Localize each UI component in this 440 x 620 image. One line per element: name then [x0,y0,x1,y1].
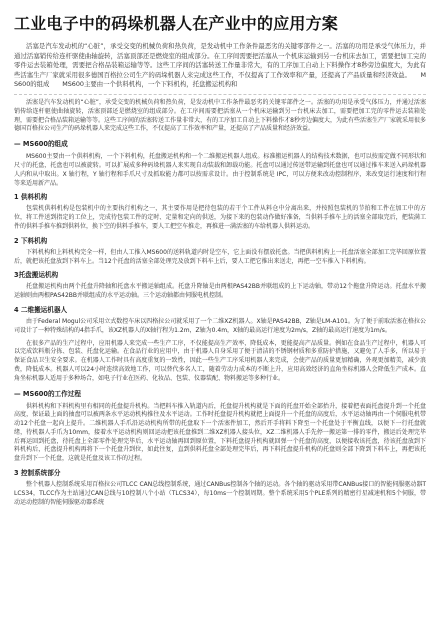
subsection-body-pallet: 托盘搬运机构由两个托盘升降轴和托盘水平搬运轴组成。托盘升降轴是由两根PAS42BB并联组成的上下运动轴，带动12个拖盘升降运动。托盘水平搬运轴则由两根PAS42BB并联组成的水平运动轴。三个运动轴都由伺服电机控制。 [14,283,426,300]
subsection-body-feeding: 包装机供料机构是包装机中的主要执行机构之一，其主要作用是把待包装的若干个工件从料仓中分离出来，并按照包装机的节拍和工件在加工中的方位，将工件送到指定的工位上，完成待包装工件的定时、定量和定向的供送，为接下来的包装动作做好准备，当供料手推车上的活塞全部取完后，把装满工件的供料手推车推到供料位，换下空的供料手推车，要人工把空车推走，再推进一满活塞的车给机器人供料运动。 [14,205,426,230]
subsection-heading-unloading: 2 下料机构 [14,236,48,245]
subsection-heading-feeding: 1 供料机构 [14,193,48,202]
subsection-heading-pallet: 3托盘搬运机构 [14,271,59,280]
section-body-composition: MS600主要由一个供料机构，一个下料机构，托盘搬运机构和一个二维搬运机器人组成。标准搬运机器人的结构技术数据，也可以按需定做不同形状和尺寸的托盘，托盘也可以被旋转。可以扩展成多种码垛机器人来实现自动装载和卸载功能。托盘可以通过传送带运输到托盘也可以通过推车来送入码垛机器人内和从中取出。X 轴行程，Y 轴行程和手爪尺寸及抓取能力都可以按需求设计。由于控制系统是 IPC，可以方便来改动控制程序，来改变运行速度和行程等来适用新产品。 [14,153,426,187]
intro-paragraph-2: 活塞是汽车发动机的“心脏”，承受交变的机械负荷和热负荷，是发动机中工作条件最恶劣的关键零部件之一。活塞的功用是承受气体压力，并通过活塞销传给连杆驱使曲轴旋转，活塞顶部还是燃烧室的组成部分。在工序间需要把活塞从一个机床运输到另一台机床去加工，需要把加工完的零件运去装箱处理，需要把合格品装箱运输等等。这些工序间的活塞转送工作量非常大，有的工序加工自动上下料操作才8秒旁边偏度大，为此有些活塞生产厂家就采用很多德国百格拉公司生产的码垛机器人来完成这些工作，不仅提高了工作效率和产量，还提高了产品质量和经济效益。 [14,98,426,133]
document-title: 工业电子中的码垛机器人在产业中的应用方案 [14,14,339,33]
section-body-process: 供料机构和下料机构里有相同的托盘提升机构。当把料车推入轨道内后，托盘提升机构就是下面的托盘开始全部抬升，接着把表面托盘提升到一个托盘高度，保证最上面的抽盘可以被两条水平运动机构推往及水平运动。工作时托盘提升机构就把上面提升一个托盘的高度后，水平运动轴再由一个伺服电机带动12个托盘一起向上提升。二维机器人手爪沿运动机构所带的托盘取下一个活塞件加工，然后开手将料下降至一个托盘处于平衡直线，以便下一行托盘就绪，待机器人手爪为10mm，接着水平运动机构则回运动把该托盘推到二维XZ机器人接头位，XZ二维机器人手先停一搬运第一排的零件，搬运后处理完毕后再运回到托盘，待托盘上全部零件处理完毕后，水平运动轴再回到原位置，下料托盘提升机构就回弹一个托盘的高度，以便接收该托盘，待该托盘放到下料机构后，托盘提升机构再将下一个托盘升到位，如此往复，直到供料托盘全部处理完毕后，再下料托盘提升机构的托盘则全部下降到下料车上，再把该托盘升到下一个托盘，这就是托盘及该工作的过程。 [14,402,426,463]
subsection-body-unloading: 下料机构和上料机构完全一样，但由人工推入MS600的送料轨道内时是空车，它上面没有摆放托盘。当把供料机构上一托盘活塞全部加工完毕回原位置后，就把该托盘放到下料车上。当12个托盘的活塞全部处理完及放到下料车上后，要人工把它推出来送走，再把一空车推入下料机构。 [14,248,426,265]
subsection-heading-robot: 4 二维搬运机器人 [14,305,68,314]
section-body-control: 整个机器人控制系统采用百格拉公司TLCC CAN总线控制系统，通过CANBus控制各个轴的运动。各个轴的驱动采用带CANBus接口的智能伺服驱动器TLCS34，TLCC作为主站通过CAN总线与10控制八个小站（TLCS34），每10ms一个控制周期。整个系统采用5个PLE系列的精密行星减速机和5个伺服，带动运动控制的智能伺服驱动器系统 [14,481,426,506]
subsection-body-robot: 由于Federal Mogul公司采用立式数控车床以四格拉公司就采用了一个二维XZ机器人。X轴是PAS42BB，Z轴是LM-A101。为了便于前取活塞在格拉公司设计了一种特殊结构的4指手爪，该XZ机器人的X轴行程为1.2m，Z轴为0.4m，X轴的最高运行速度为2m/s，Z轴的最高运行速度为1m/s。 [14,317,426,334]
subsection-body-robot-2: 在很多产品的生产过程中，应用机器人来完成一些生产工序，不仅能提高生产效率，降低成本，更能提高产品质量。例如在食品生产过程中，机器人可以完成饮料瓶分拣、包装、托盘化运输。在食品行业的应用中，由于机器人自身采用了便于清洁的不锈钢材质和多重防护措施，又避免了人手多，所以易于保证食品卫生安全要求。在机器人工作时具有高度重复的一致性，因此一些生产工序采用机器人来完成，会使产品的质量更加精确，外观更加精美，减少浪费，降低成本。机器人可以24小时连续高效地工作，可以替代多名人工，随着劳动力成本的不断上升，应用高效经济的直角坐标机器人会降低生产成本。直角坐标机器人适用于多种场合，如电子行业在医药、化妆品、包装、仪器装配、物料搬运等多种行业。 [14,339,426,382]
section-heading-process: — MS600的工作过程 [14,389,81,398]
intro-paragraph: 活塞是汽车发动机的“心脏”，承受交变的机械负荷和热负荷，是发动机中工作条件最恶劣的关键零部件之一。活塞的功用是承受气体压力，并通过活塞销传给连杆驱使曲轴旋转，活塞顶部还是燃烧室的组成部分。在工序间需要把活塞从一个机床运输到另一台机床去加工，需要把加工完的零件运去装箱处理，需要把合格品装箱运输等等。这些工序间的活塞转送工作量非常大，有的工序加工自动上下料操作才8秒旁边偏度大，为此有些活塞生产厂家就采用很多德国百格拉公司生产的码垛机器人来完成这些工作，不仅提高了工作效率和产量，还提高了产品质量和经济效益。 MS600的组成 MS600主要由一个供料机构，一个下料机构，托盘搬运机构和 [14,42,426,89]
section-heading-composition: — MS600的组成 [14,140,68,149]
divider [14,94,426,95]
section-heading-control: 3 控制系统部分 [14,469,61,478]
